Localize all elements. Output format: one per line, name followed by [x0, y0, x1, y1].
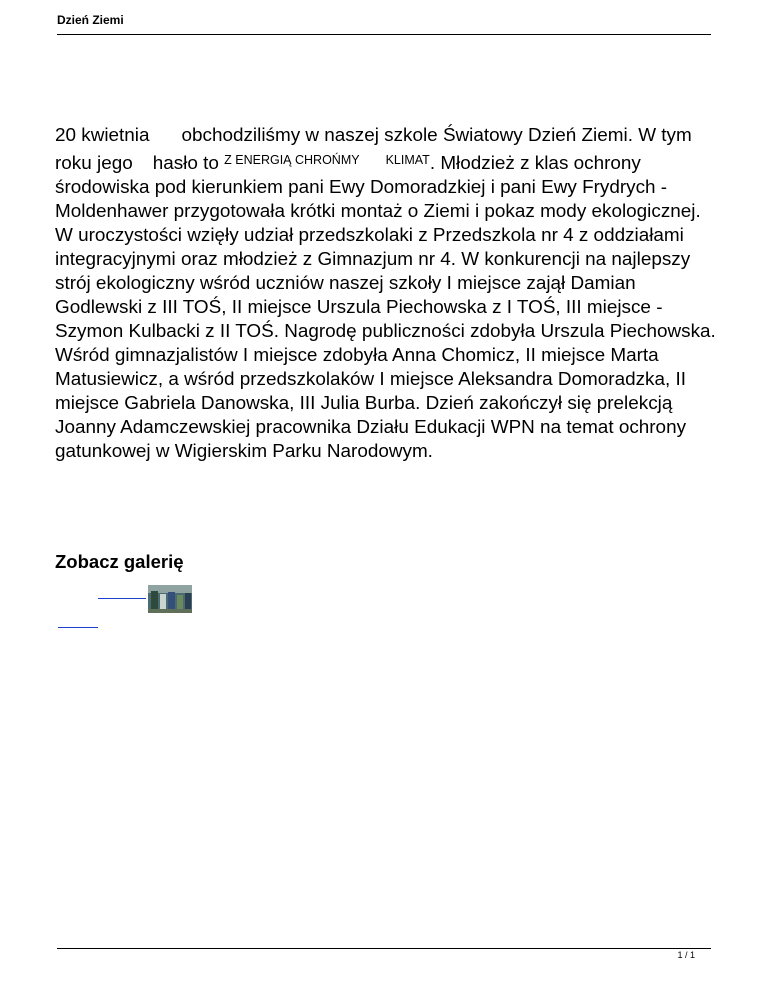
- footer-divider: [57, 948, 711, 949]
- page-number: 1 / 1: [677, 950, 695, 960]
- motto-part-2: KLIMAT: [385, 153, 430, 167]
- intro-sentence: obchodziliśmy w naszej szkole Światowy Dzień Ziemi. W tym roku jego: [55, 125, 692, 174]
- motto-dot: .: [429, 153, 436, 174]
- gallery-photo-thumbnail-icon[interactable]: [148, 585, 192, 613]
- header-divider: [57, 34, 711, 35]
- motto-part-1: Z ENERGIĄ CHROŃMY: [224, 153, 360, 167]
- article-text: [55, 124, 717, 464]
- page-header-title: Dzień Ziemi: [57, 13, 124, 27]
- gallery-heading: Zobacz galerię: [55, 551, 184, 572]
- gallery-link[interactable]: [58, 627, 98, 628]
- gallery-link-underline[interactable]: [98, 598, 146, 599]
- article-body: Młodzież z klas ochrony środowiska pod kierunkiem pani Ewy Domoradzkiej i pani Ewy Frydrych - Moldenhawer przygotowała krótki montaż o Ziemi i pokaz mody ekologicznej. W uroczystości wzięły udział przedszkolaki z Przedszkola nr 4 z oddziałami integracyjnymi oraz młodzież z Gimnazjum nr 4. W konkurencji na najlepszy strój ekologiczny wśród uczniów naszej szkoły I miejsce zajął Damian Godlewski z III TOŚ, II miejsce Urszula Piechowska z I TOŚ, III miejsce - Szymon Kulbacki z II TOŚ. Nagrodę publiczności zdobyła Urszula Piechowska. Wśród gimnazjalistów I miejsce zdobyła Anna Chomicz, II miejsce Marta Matusiewicz, a wśród przedszkolaków I miejsce Aleksandra Domoradzka, II miejsce Gabriela Danowska, III Julia Burba. Dzień zakończył się prelekcją Joanny Adamczewskiej pracownika Działu Edukacji WPN na temat ochrony gatunkowej w Wigierskim Parku Narodowym.: [55, 153, 716, 462]
- motto-lead: hasło to: [152, 153, 219, 174]
- intro-date: 20 kwietnia: [55, 125, 150, 146]
